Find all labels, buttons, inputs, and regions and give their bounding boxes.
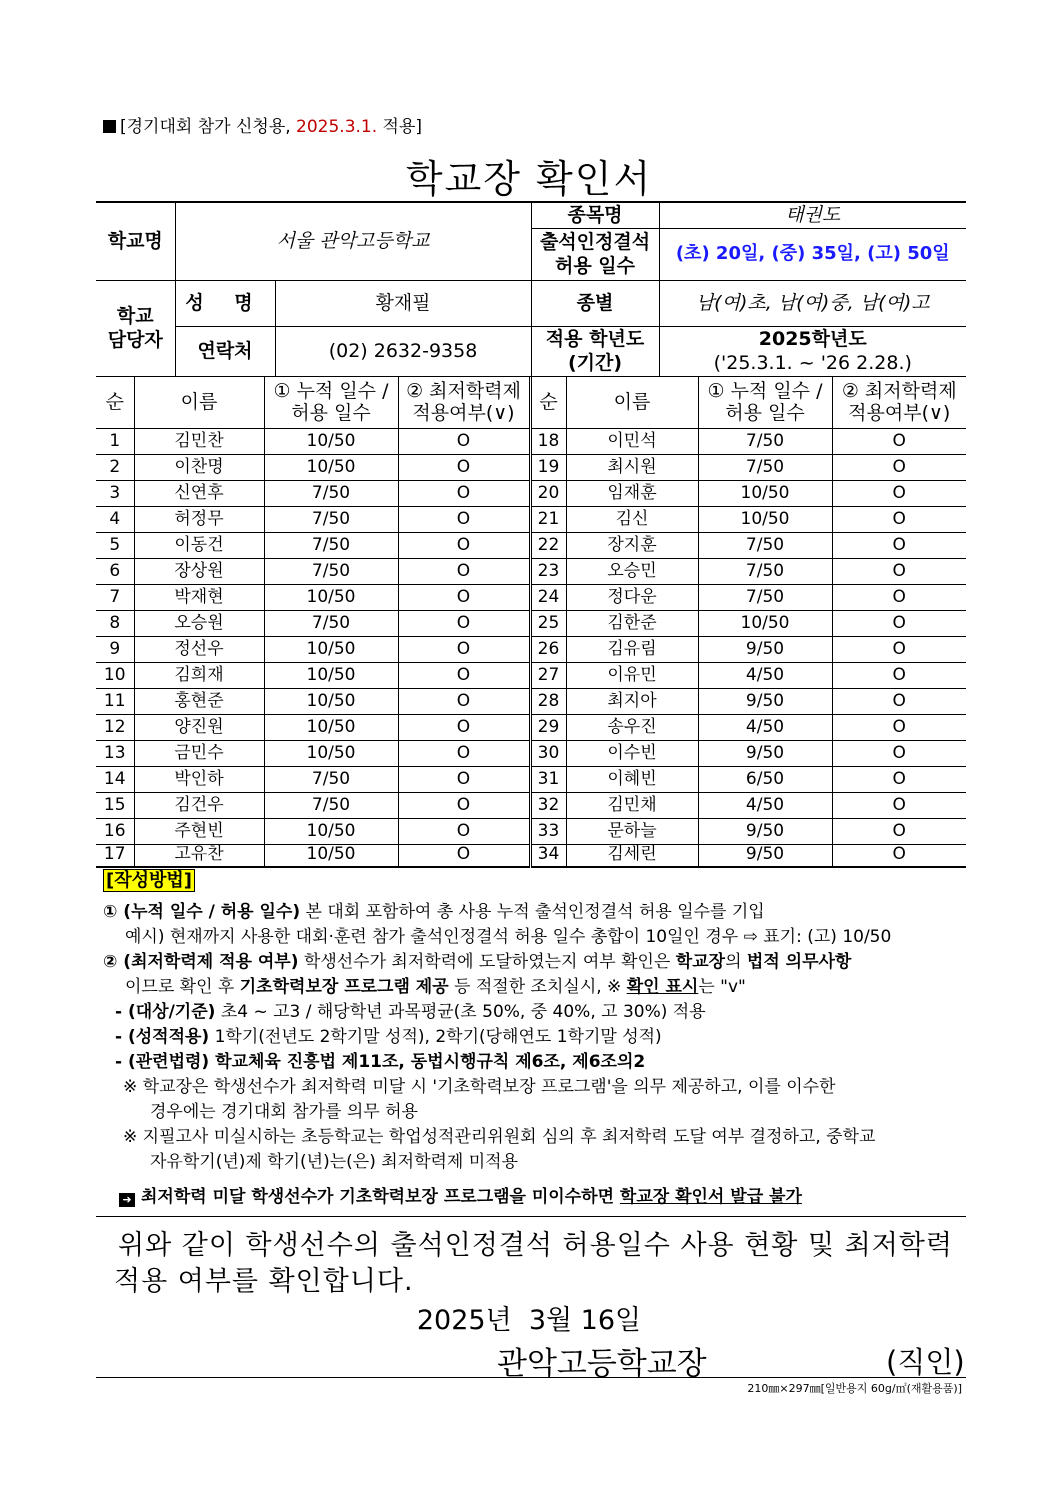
absence-days: 4/50 (698, 715, 832, 741)
absence-label: 출석인정결석 허용 일수 (531, 228, 659, 280)
table-row (96, 559, 966, 585)
row-no: 14 (96, 767, 134, 793)
student-name: 김민찬 (134, 429, 264, 455)
row-no: 17 (96, 845, 134, 867)
absence-days: 10/50 (698, 611, 832, 637)
row-no: 4 (96, 507, 134, 533)
row-no: 23 (530, 559, 566, 585)
student-name: 주현빈 (134, 819, 264, 845)
header-days: ① 누적 일수 / 허용 일수 (264, 377, 398, 429)
row-no: 26 (530, 637, 566, 663)
absence-days: 7/50 (264, 793, 398, 819)
min-achievement: O (398, 741, 530, 767)
min-achievement: O (398, 767, 530, 793)
min-achievement: O (832, 741, 966, 767)
name-value: 황재필 (275, 280, 531, 326)
table-row (96, 481, 966, 507)
row-no: 5 (96, 533, 134, 559)
min-achievement: O (398, 559, 530, 585)
min-achievement: O (832, 559, 966, 585)
table-row (96, 819, 966, 845)
absence-days: 7/50 (698, 455, 832, 481)
min-achievement: O (832, 611, 966, 637)
guide-item1-example: 예시) 현재까지 사용한 대회·훈련 참가 출석인정결석 허용 일수 총합이 10일인 경우 ⇨ 표기: (고) 10/50 (125, 927, 892, 947)
row-no: 18 (530, 429, 566, 455)
min-achievement: O (398, 455, 530, 481)
absence-days: 7/50 (264, 559, 398, 585)
guide-warning: 최저학력 미달 학생선수가 기초학력보장 프로그램을 미이수하면 (141, 1187, 620, 1207)
student-name: 김건우 (134, 793, 264, 819)
row-no: 20 (530, 481, 566, 507)
student-name: 이찬명 (134, 455, 264, 481)
row-no: 19 (530, 455, 566, 481)
absence-days: 10/50 (698, 507, 832, 533)
absence-days: 10/50 (264, 715, 398, 741)
absence-days: 10/50 (264, 455, 398, 481)
absence-days: 7/50 (698, 559, 832, 585)
min-achievement: O (398, 429, 530, 455)
arrow-right-icon: ➜ (119, 1193, 135, 1207)
student-name: 김희재 (134, 663, 264, 689)
absence-days: 10/50 (264, 845, 398, 867)
roster-header-row (96, 377, 966, 429)
absence-days: 10/50 (264, 637, 398, 663)
student-name: 정선우 (134, 637, 264, 663)
min-achievement: O (398, 533, 530, 559)
row-no: 10 (96, 663, 134, 689)
row-no: 34 (530, 845, 566, 867)
row-no: 29 (530, 715, 566, 741)
absence-days: 7/50 (264, 533, 398, 559)
min-achievement: O (398, 793, 530, 819)
absence-days: 10/50 (264, 819, 398, 845)
row-no: 28 (530, 689, 566, 715)
row-no: 16 (96, 819, 134, 845)
absence-days: 10/50 (698, 481, 832, 507)
header-name: 이름 (134, 377, 264, 429)
student-name: 박재현 (134, 585, 264, 611)
student-name: 최지아 (566, 689, 698, 715)
row-no: 33 (530, 819, 566, 845)
absence-days: 9/50 (698, 819, 832, 845)
school-value: 서울 관악고등학교 (175, 202, 531, 280)
min-achievement: O (832, 533, 966, 559)
guide-sub1-head: - (대상/기준) (115, 1002, 216, 1022)
absence-value: (초) 20일, (중) 35일, (고) 50일 (659, 228, 966, 280)
school-label: 학교명 (96, 202, 175, 280)
guide-note2: ※ 지필고사 미실시하는 초등학교는 학업성적관리위원회 심의 후 최저학력 도달 여부 결정하고, 중학교 (123, 1127, 876, 1147)
min-achievement: O (398, 689, 530, 715)
guide-item2-head: ② (최저학력제 적용 여부) (103, 952, 299, 972)
absence-days: 7/50 (264, 767, 398, 793)
min-achievement: O (832, 845, 966, 867)
student-name: 송우진 (566, 715, 698, 741)
student-name: 박인하 (134, 767, 264, 793)
min-achievement: O (832, 819, 966, 845)
confirm-statement: 위와 같이 학생선수의 출석인정결석 허용일수 사용 현황 및 최저학력 적용 여부를 확인합니다. (114, 1230, 953, 1297)
min-achievement: O (398, 507, 530, 533)
row-no: 21 (530, 507, 566, 533)
row-no: 25 (530, 611, 566, 637)
row-no: 13 (96, 741, 134, 767)
name-label: 성 명 (175, 280, 275, 326)
absence-days: 9/50 (698, 741, 832, 767)
table-row (96, 611, 966, 637)
student-name: 김한준 (566, 611, 698, 637)
guide-label: [작성방법] (103, 869, 195, 892)
student-name: 이동건 (134, 533, 264, 559)
header-days: ① 누적 일수 / 허용 일수 (698, 377, 832, 429)
absence-days: 7/50 (698, 429, 832, 455)
manager-label: 학교 담당자 (96, 280, 175, 376)
header-min: ② 최저학력제 적용여부(∨) (398, 377, 530, 429)
header-note: [경기대회 참가 신청용, 2025.3.1. 적용] (103, 112, 422, 137)
year-label: 적용 학년도 (기간) (531, 326, 659, 376)
min-achievement: O (398, 663, 530, 689)
confirm-date: 2025년 3월 16일 (416, 1305, 642, 1336)
table-row (96, 845, 966, 867)
guide-note1: ※ 학교장은 학생선수가 최저학력 미달 시 '기초학력보장 프로그램'을 의무 제공하고, 이를 이수한 (123, 1077, 836, 1097)
absence-days: 7/50 (698, 533, 832, 559)
row-no: 30 (530, 741, 566, 767)
contact-value: (02) 2632-9358 (275, 326, 531, 376)
min-achievement: O (832, 455, 966, 481)
type-label: 종별 (531, 280, 659, 326)
header-name: 이름 (566, 377, 698, 429)
absence-days: 7/50 (264, 481, 398, 507)
min-achievement: O (832, 429, 966, 455)
student-name: 오승원 (134, 611, 264, 637)
table-row (96, 455, 966, 481)
row-no: 22 (530, 533, 566, 559)
absence-days: 9/50 (698, 845, 832, 867)
contact-label: 연락처 (175, 326, 275, 376)
student-name: 김유림 (566, 637, 698, 663)
student-roster-table (96, 376, 966, 868)
table-row (96, 429, 966, 455)
row-no: 2 (96, 455, 134, 481)
year-value: 2025학년도 ('25.3.1. ~ '26 2.28.) (659, 326, 966, 376)
absence-days: 7/50 (698, 585, 832, 611)
row-no: 6 (96, 559, 134, 585)
absence-days: 9/50 (698, 689, 832, 715)
min-achievement: O (832, 793, 966, 819)
row-no: 9 (96, 637, 134, 663)
row-no: 31 (530, 767, 566, 793)
header-min: ② 최저학력제 적용여부(∨) (832, 377, 966, 429)
student-name: 오승민 (566, 559, 698, 585)
min-achievement: O (398, 715, 530, 741)
table-row (96, 663, 966, 689)
row-no: 12 (96, 715, 134, 741)
student-name: 장상원 (134, 559, 264, 585)
min-achievement: O (398, 845, 530, 867)
student-name: 문하늘 (566, 819, 698, 845)
event-label: 종목명 (531, 202, 659, 228)
table-row (96, 637, 966, 663)
table-row (96, 741, 966, 767)
student-name: 이유민 (566, 663, 698, 689)
table-row (96, 585, 966, 611)
row-no: 3 (96, 481, 134, 507)
row-no: 11 (96, 689, 134, 715)
guide-sub3-head: - (관련법령) (115, 1052, 210, 1072)
guide-item1-body: 본 대회 포함하여 총 사용 누적 출석인정결석 허용 일수를 기입 (300, 902, 765, 922)
student-name: 김신 (566, 507, 698, 533)
row-no: 27 (530, 663, 566, 689)
absence-days: 10/50 (264, 585, 398, 611)
row-no: 8 (96, 611, 134, 637)
min-achievement: O (832, 715, 966, 741)
student-name: 이수빈 (566, 741, 698, 767)
info-table (96, 201, 966, 377)
absence-days: 4/50 (698, 663, 832, 689)
min-achievement: O (398, 611, 530, 637)
header-note-date: 2025.3.1. (296, 117, 378, 137)
table-row (96, 715, 966, 741)
student-name: 신연후 (134, 481, 264, 507)
guide-item1-head: ① (누적 일수 / 허용 일수) (103, 902, 301, 922)
student-name: 정다운 (566, 585, 698, 611)
absence-days: 10/50 (264, 429, 398, 455)
header-no: 순 (530, 377, 566, 429)
student-name: 금민수 (134, 741, 264, 767)
min-achievement: O (832, 585, 966, 611)
absence-days: 10/50 (264, 689, 398, 715)
min-achievement: O (832, 767, 966, 793)
student-name: 김세린 (566, 845, 698, 867)
paper-spec-footer: 210㎜×297㎜[일반용지 60g/㎡(재활용품)] (747, 1382, 962, 1395)
min-achievement: O (832, 507, 966, 533)
confirm-divider (96, 1216, 966, 1217)
min-achievement: O (398, 481, 530, 507)
row-no: 7 (96, 585, 134, 611)
absence-days: 7/50 (264, 611, 398, 637)
absence-days: 4/50 (698, 793, 832, 819)
student-name: 허정무 (134, 507, 264, 533)
student-name: 최시원 (566, 455, 698, 481)
min-achievement: O (832, 637, 966, 663)
row-no: 24 (530, 585, 566, 611)
event-value: 태권도 (659, 202, 966, 228)
official-seal: (직인) (886, 1345, 965, 1379)
table-row (96, 793, 966, 819)
min-achievement: O (398, 819, 530, 845)
min-achievement: O (398, 585, 530, 611)
page-title: 학교장 확인서 (405, 157, 653, 201)
absence-days: 10/50 (264, 741, 398, 767)
student-name: 김민채 (566, 793, 698, 819)
table-row (96, 533, 966, 559)
row-no: 32 (530, 793, 566, 819)
min-achievement: O (832, 481, 966, 507)
min-achievement: O (832, 663, 966, 689)
student-name: 장지훈 (566, 533, 698, 559)
black-square-icon (103, 120, 116, 133)
student-name: 홍현준 (134, 689, 264, 715)
absence-days: 7/50 (264, 507, 398, 533)
row-no: 1 (96, 429, 134, 455)
guide-sub2-head: - (성적적용) (115, 1027, 210, 1047)
min-achievement: O (398, 637, 530, 663)
student-name: 고유찬 (134, 845, 264, 867)
student-name: 양진원 (134, 715, 264, 741)
min-achievement: O (832, 689, 966, 715)
table-row (96, 689, 966, 715)
row-no: 15 (96, 793, 134, 819)
student-name: 이민석 (566, 429, 698, 455)
table-row (96, 507, 966, 533)
bottom-divider (96, 1377, 966, 1378)
student-name: 이혜빈 (566, 767, 698, 793)
signer-name: 관악고등학교장 (497, 1346, 707, 1382)
writing-guide: [작성방법] ① (누적 일수 / 허용 일수) 본 대회 포함하여 총 사용 누적 출석인정결석 허용 일수를 기입 예시) 현재까지 사용한 대회·훈련 참가 출석인정결석 허용 일수 총합이 10일인 경우 ⇨ 표기: (고) 10/50 ② (최저학력제 적용 여부) 학생선수가 최저학력에 도달하였는지 여부 확인은 학교장의 법적 의무사항 이므로 확인 후 기초학력보장 프로그램 제공 등 적절한 조치실시, ※ 확인 표시는 "v" - (대상/기준) 초4 ~ 고3 / 해당학년 과목평균(초 50%, 중 40%, 고 30%) 적용 - (성적적용) 1학기(전년도 2학기말 성적), 2학기(당해연도 1학기말 성적) - (관련법령) 학교체육 진흥법 제11조, 동법시행규칙 제6조, 제6조의2 ※ 학교장은 학생선수가 최저학력 미달 시 '기초학력보장 프로그램'을 의무 제공하고, 이를 이수한 경우에는 경기대회 참가를 의무 허용 ※ 지필고사 미실시하는 초등학교는 학업성적관리위원회 심의 후 최저학력 도달 여부 결정하고, 중학교 자유학기(년)제 학기(년)는(은) 최저학력제 미적용 ➜ 최저학력 미달 학생선수가 기초학력보장 프로그램을 미이수하면 학교장 확인서 발급 불가 (103, 870, 892, 1207)
table-row (96, 767, 966, 793)
absence-days: 6/50 (698, 767, 832, 793)
student-name: 임재훈 (566, 481, 698, 507)
absence-days: 9/50 (698, 637, 832, 663)
absence-days: 10/50 (264, 663, 398, 689)
type-value: 남(여)초, 남(여)중, 남(여)고 (659, 280, 966, 326)
header-no: 순 (96, 377, 134, 429)
